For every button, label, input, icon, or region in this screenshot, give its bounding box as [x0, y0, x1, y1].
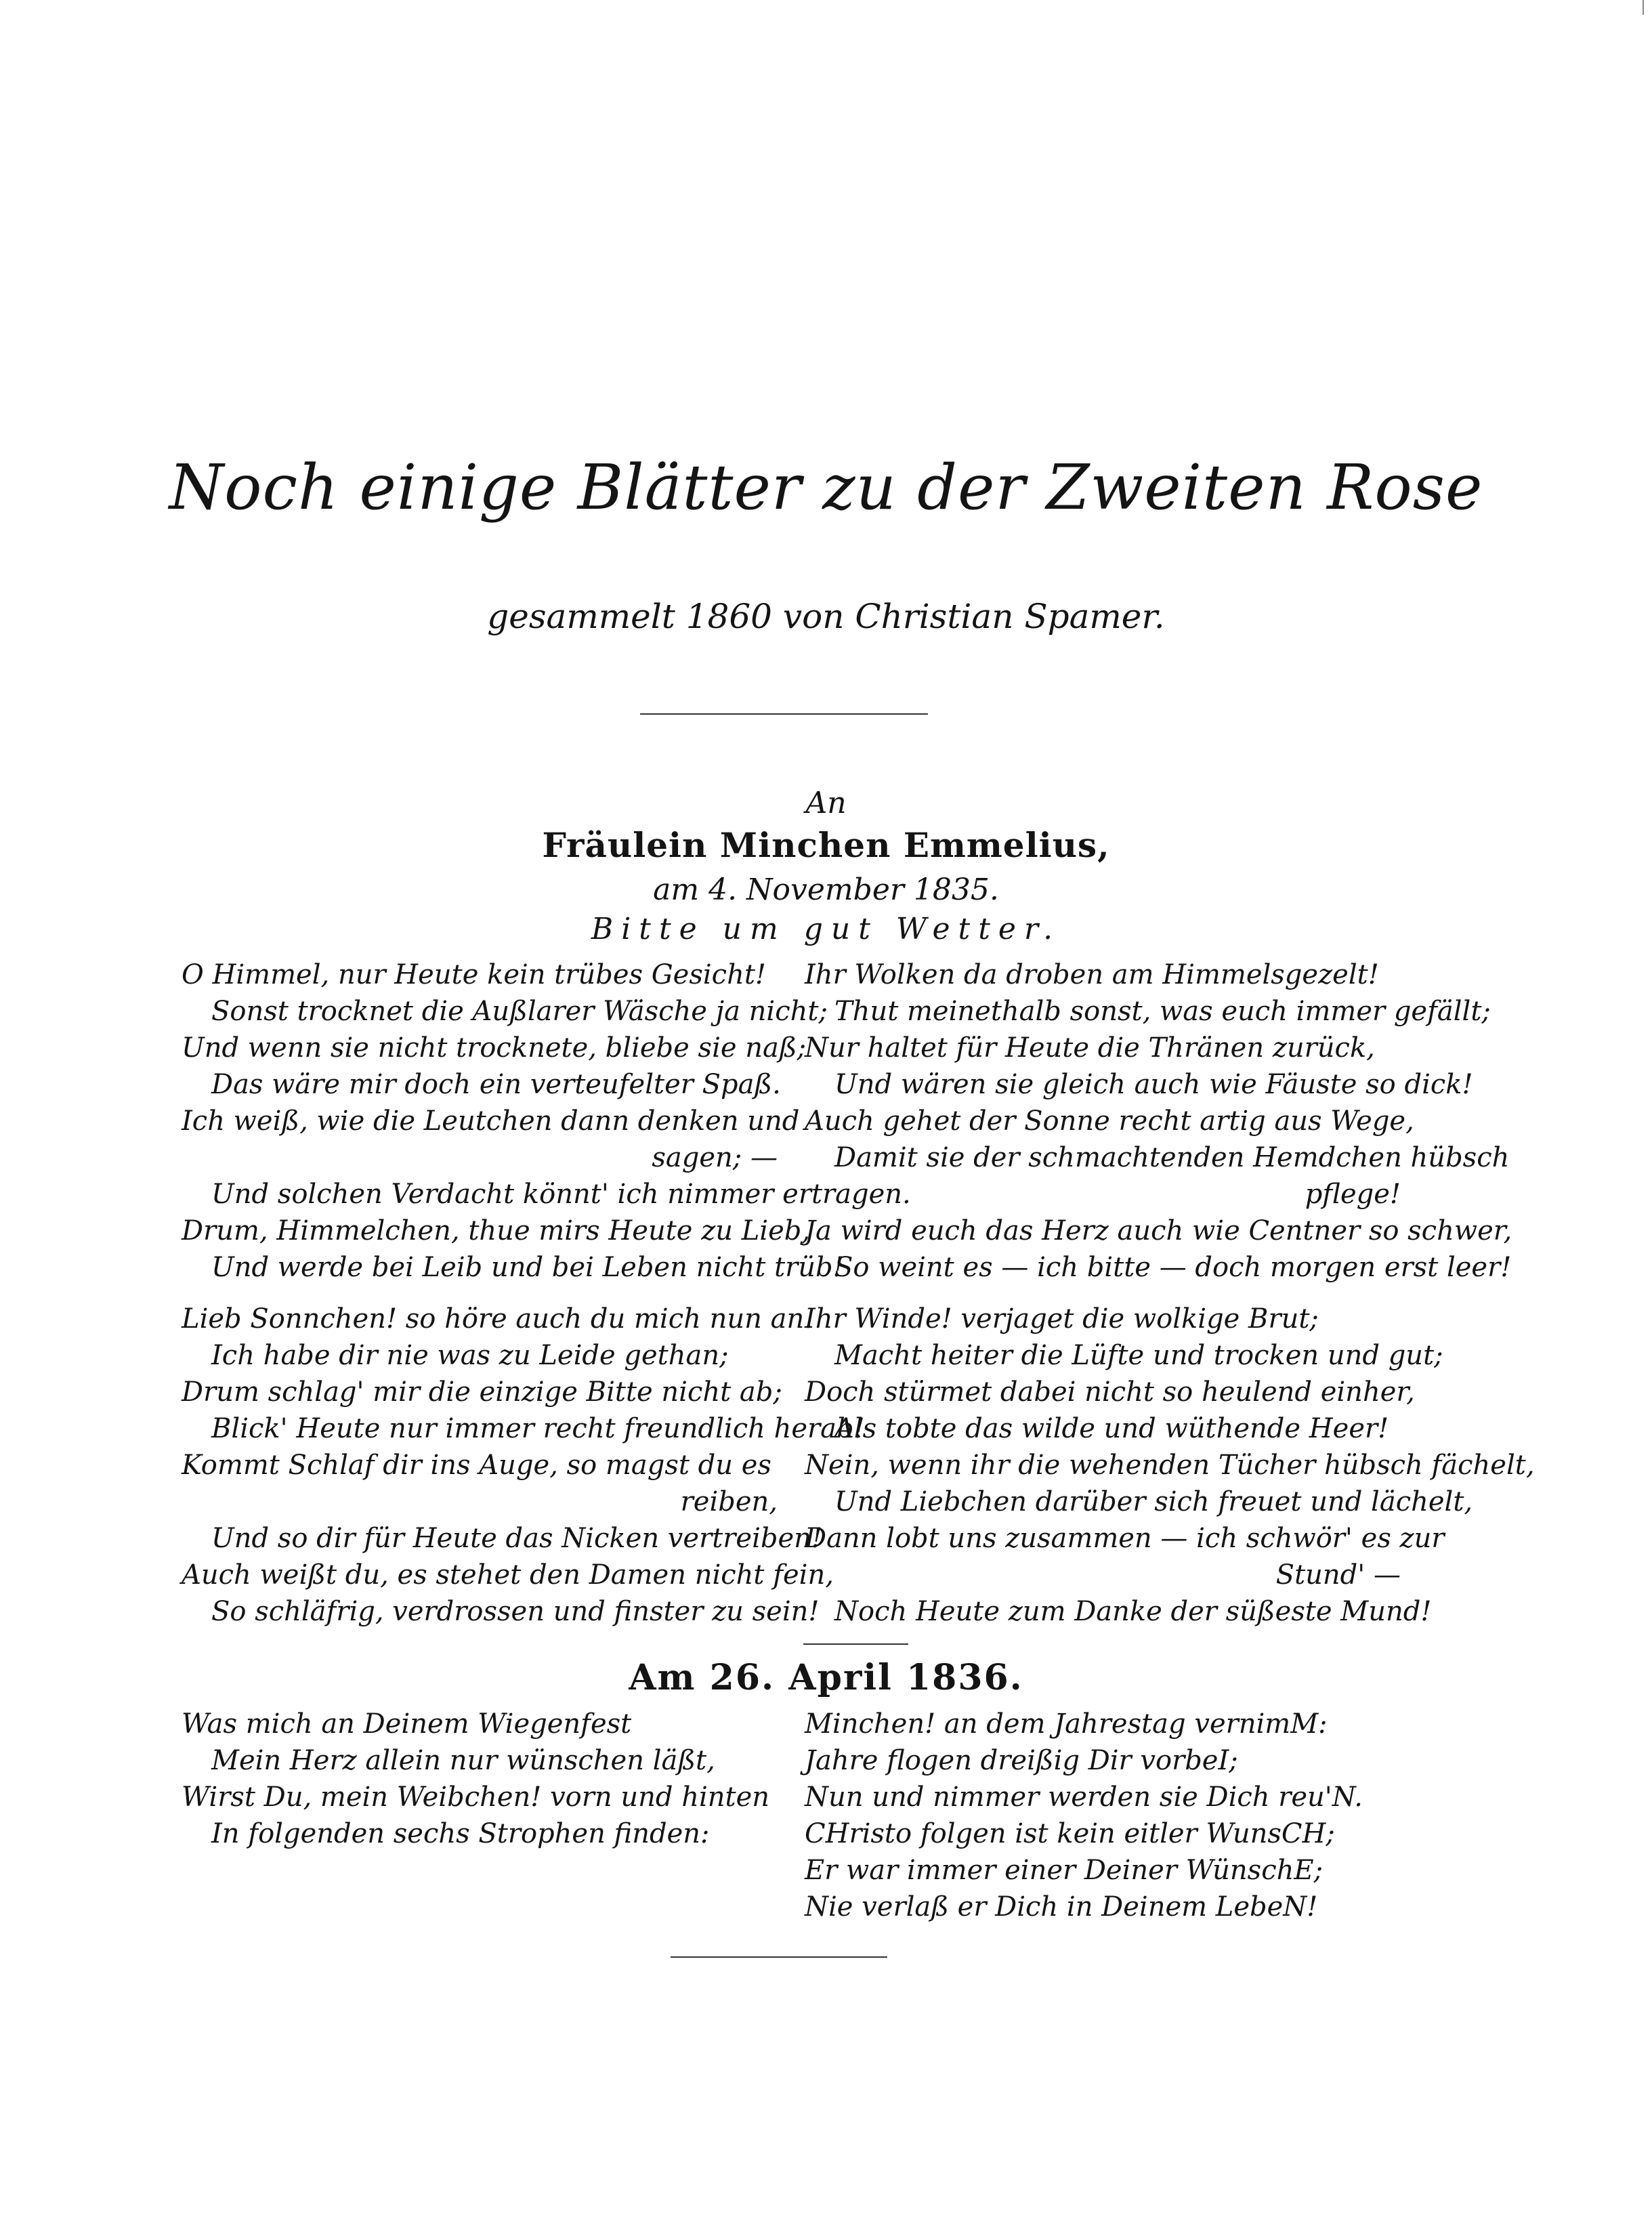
poem2-left-column — [182, 1706, 778, 1852]
verse-line: Ja wird euch das Herz auch wie Centner so schwer, — [805, 1215, 1512, 1246]
verse-line: Als tobte das wilde und wüthende Heer! — [834, 1413, 1389, 1444]
stanza — [805, 957, 1512, 1286]
stanza — [182, 1301, 865, 1630]
verse-line: Ich habe dir nie was zu Leide gethan; — [211, 1340, 729, 1371]
section-heading: Am 26. April 1836. — [629, 1657, 1023, 1698]
verse-line: Blick' Heute nur immer recht freundlich herab! — [211, 1413, 865, 1444]
verse-line: Ihr Winde! verjaget die wolkige Brut; — [805, 1303, 1319, 1335]
page-subtitle: gesammelt 1860 von Christian Spamer. — [487, 597, 1165, 636]
verse-line: Dann lobt uns zusammen — ich schwör' es zur — [805, 1523, 1445, 1554]
acrostic-line: Nun und nimmer werden sie Dich reu'N. — [805, 1782, 1363, 1813]
poem1-left-column — [182, 957, 911, 1630]
acrostic-line: Nie verlaß er Dich in Deinem LebeN! — [805, 1891, 1318, 1923]
verse-line: Und so dir für Heute das Nicken vertreiben! — [211, 1523, 822, 1554]
stanza — [805, 1301, 1535, 1630]
verse-line: Ich weiß, wie die Leutchen dann denken und — [182, 1106, 800, 1137]
verse-line: Auch weißt du, es stehet den Damen nicht fein, — [182, 1559, 834, 1591]
verse-line: Und wären sie gleich auch wie Fäuste so dick! — [834, 1069, 1473, 1100]
verse-line: Was mich an Deinem Wiegenfest — [182, 1708, 632, 1740]
verse-line-continuation: sagen; — — [652, 1142, 778, 1173]
poem-title: Bitte um gut Wetter. — [591, 912, 1061, 946]
acrostic-line: Er war immer einer Deiner WünschE; — [805, 1855, 1323, 1886]
verse-line: Nur haltet für Heute die Thränen zurück, — [805, 1032, 1375, 1064]
verse-line: In folgenden sechs Strophen finden: — [211, 1818, 710, 1849]
acrostic-line: Jahre flogen dreißig Dir vorbeI; — [805, 1745, 1238, 1776]
verse-line: So schläfrig, verdrossen und finster zu sein! — [211, 1596, 820, 1627]
acrostic-line: CHristo folgen ist kein eitler WunsCH; — [805, 1818, 1335, 1849]
verse-line: Und wenn sie nicht trocknete, bliebe sie naß; — [182, 1032, 807, 1064]
verse-line: Kommt Schlaf dir ins Auge, so magst du es — [182, 1450, 771, 1481]
verse-line: Mein Herz allein nur wünschen läßt, — [211, 1745, 715, 1776]
verse-line: So weint es — ich bitte — doch morgen erst leer! — [834, 1252, 1512, 1283]
verse-line: Nein, wenn ihr die wehenden Tücher hübsch fächelt, — [805, 1450, 1535, 1481]
verse-line: Und solchen Verdacht könnt' ich nimmer ertragen. — [211, 1179, 911, 1210]
verse-line: Das wäre mir doch ein verteufelter Spaß. — [211, 1069, 781, 1100]
divider-rule-bottom — [671, 1956, 887, 1958]
dedication-name: Fräulein Minchen Emmelius, — [542, 825, 1110, 865]
page-title: Noch einige Blätter zu der Zweiten Rose — [169, 451, 1483, 524]
verse-line: Noch Heute zum Danke der süßeste Mund! — [834, 1596, 1432, 1627]
verse-line: Und werde bei Leib und bei Leben nicht trüb! — [211, 1252, 844, 1283]
verse-line: Macht heiter die Lüfte und trocken und gut; — [834, 1340, 1443, 1371]
poem2-right-column — [805, 1706, 1401, 1925]
dedication-to: An — [805, 786, 847, 820]
verse-line: Auch gehet der Sonne recht artig aus Wege, — [805, 1106, 1414, 1137]
verse-line: O Himmel, nur Heute kein trübes Gesicht! — [182, 959, 766, 990]
verse-line: Drum, Himmelchen, thue mirs Heute zu Lieb, — [182, 1215, 811, 1246]
verse-line: Wirst Du, mein Weibchen! vorn und hinten — [182, 1782, 770, 1813]
dedication-date: am 4. November 1835. — [653, 873, 999, 907]
verse-line: Damit sie der schmachtenden Hemdchen hübsch — [834, 1142, 1510, 1173]
divider-rule-middle — [803, 1643, 908, 1645]
poem1-right-column — [805, 957, 1535, 1630]
verse-line: Sonst trocknet die Außlarer Wäsche ja nicht; — [211, 996, 828, 1027]
verse-line: Ihr Wolken da droben am Himmelsgezelt! — [805, 959, 1379, 990]
verse-line-continuation: reiben, — [680, 1486, 778, 1517]
verse-line: Thut meinethalb sonst, was euch immer gefällt; — [834, 996, 1491, 1027]
verse-line: Und Liebchen darüber sich freuet und lächelt, — [834, 1486, 1473, 1517]
verse-line-continuation: Stund' — — [1275, 1559, 1401, 1591]
verse-line: Drum schlag' mir die einzige Bitte nicht ab; — [182, 1377, 782, 1408]
acrostic-line: Minchen! an dem Jahrestag vernimM: — [805, 1708, 1328, 1740]
scan-edge-mark — [1643, 0, 1644, 15]
verse-line: Doch stürmet dabei nicht so heulend einher, — [805, 1377, 1415, 1408]
divider-rule-top — [640, 713, 928, 715]
verse-line-continuation: pflege! — [1305, 1179, 1401, 1210]
stanza — [182, 957, 911, 1286]
verse-line: Lieb Sonnchen! so höre auch du mich nun an. — [182, 1303, 813, 1335]
